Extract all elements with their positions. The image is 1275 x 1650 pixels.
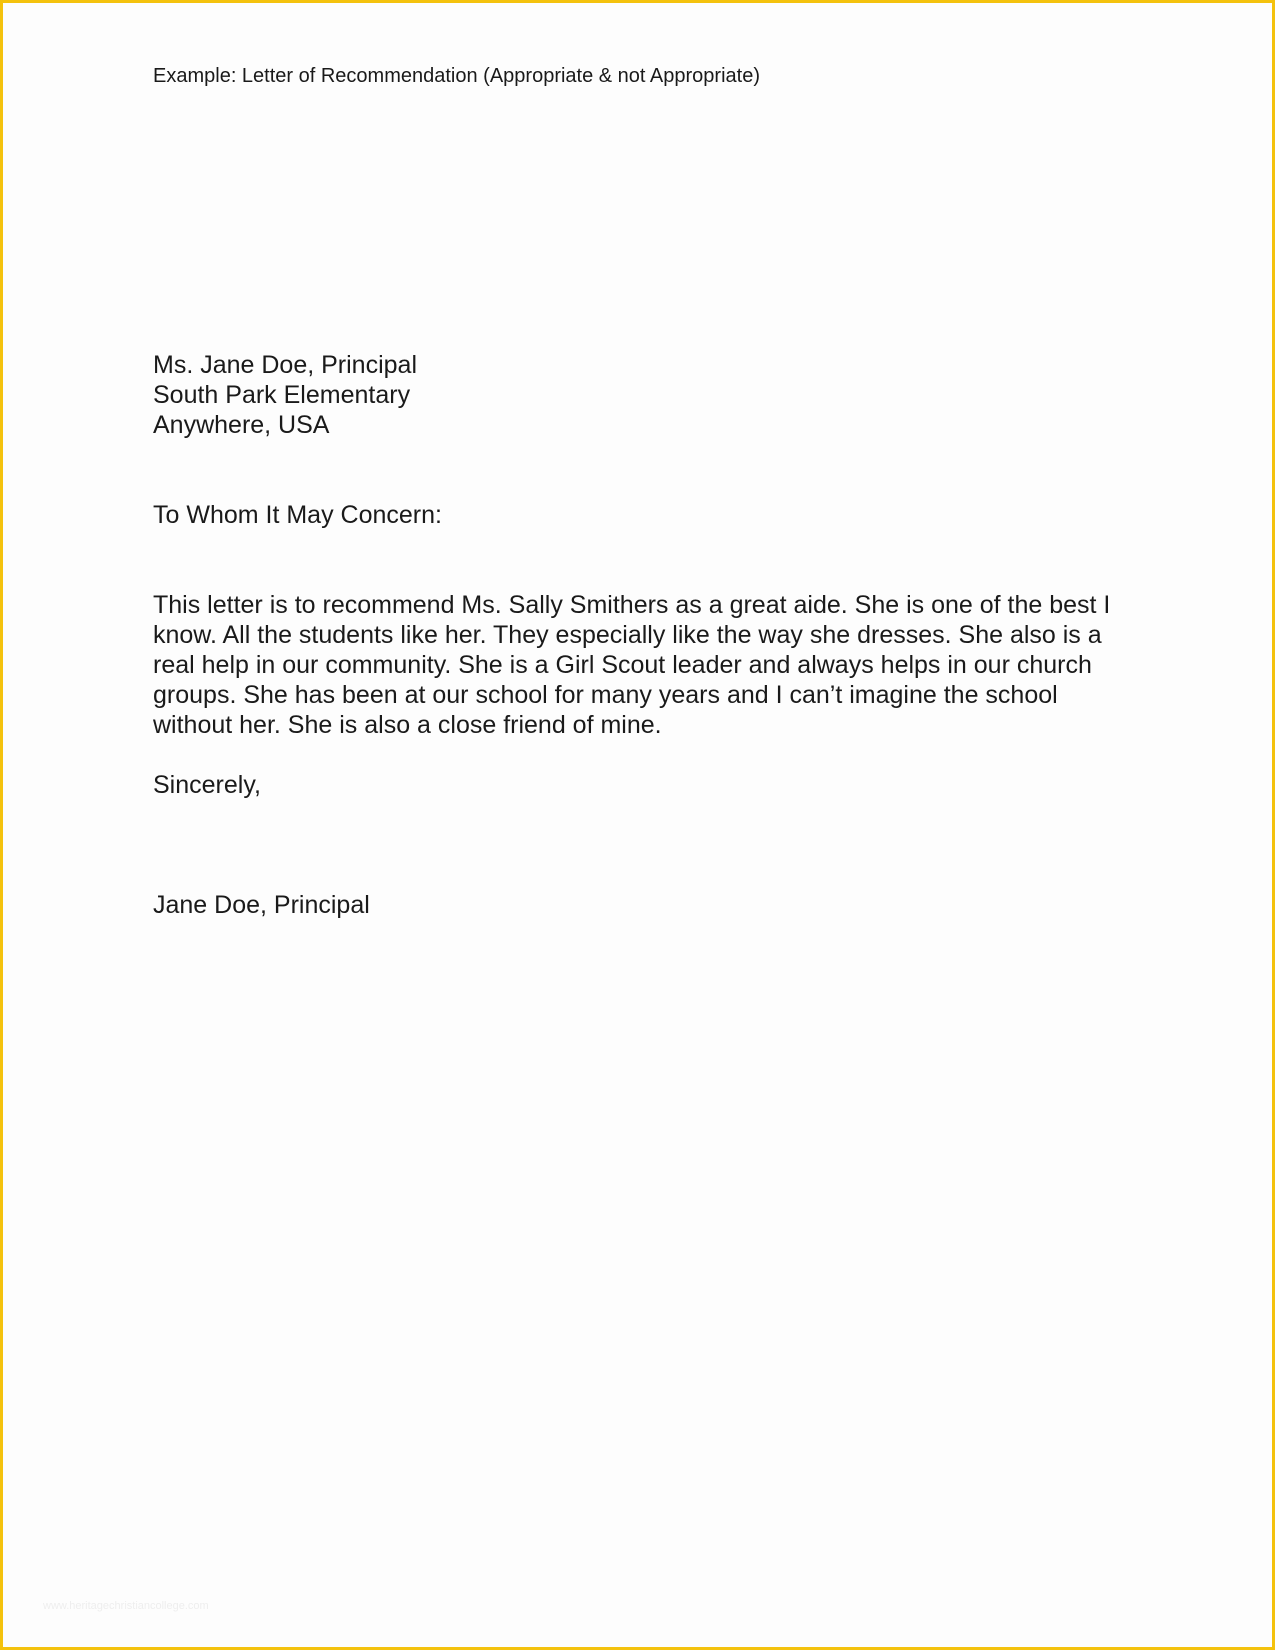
salutation: To Whom It May Concern: bbox=[153, 501, 442, 529]
recipient-address bbox=[153, 350, 417, 440]
closing: Sincerely, bbox=[153, 771, 261, 799]
signature: Jane Doe, Principal bbox=[153, 891, 370, 919]
recipient-school-line: South Park Elementary bbox=[153, 381, 411, 409]
body-line: without her. She is also a close friend of mine. bbox=[153, 711, 662, 739]
recipient-name-line: Ms. Jane Doe, Principal bbox=[153, 351, 418, 379]
document-heading: Example: Letter of Recommendation (Appropriate & not Appropriate) bbox=[153, 65, 760, 87]
body-line: know. All the students like her. They especially like the way she dresses. She also is a bbox=[153, 621, 1102, 649]
body-line: real help in our community. She is a Girl Scout leader and always helps in our church bbox=[153, 651, 1092, 679]
watermark-text: www.heritagechristiancollege.com bbox=[43, 1600, 209, 1612]
body-line: groups. She has been at our school for many years and I can’t imagine the school bbox=[153, 681, 1058, 709]
recipient-location-line: Anywhere, USA bbox=[153, 411, 330, 439]
letter-body bbox=[153, 590, 1110, 740]
body-line: This letter is to recommend Ms. Sally Smithers as a great aide. She is one of the best I bbox=[153, 591, 1111, 619]
